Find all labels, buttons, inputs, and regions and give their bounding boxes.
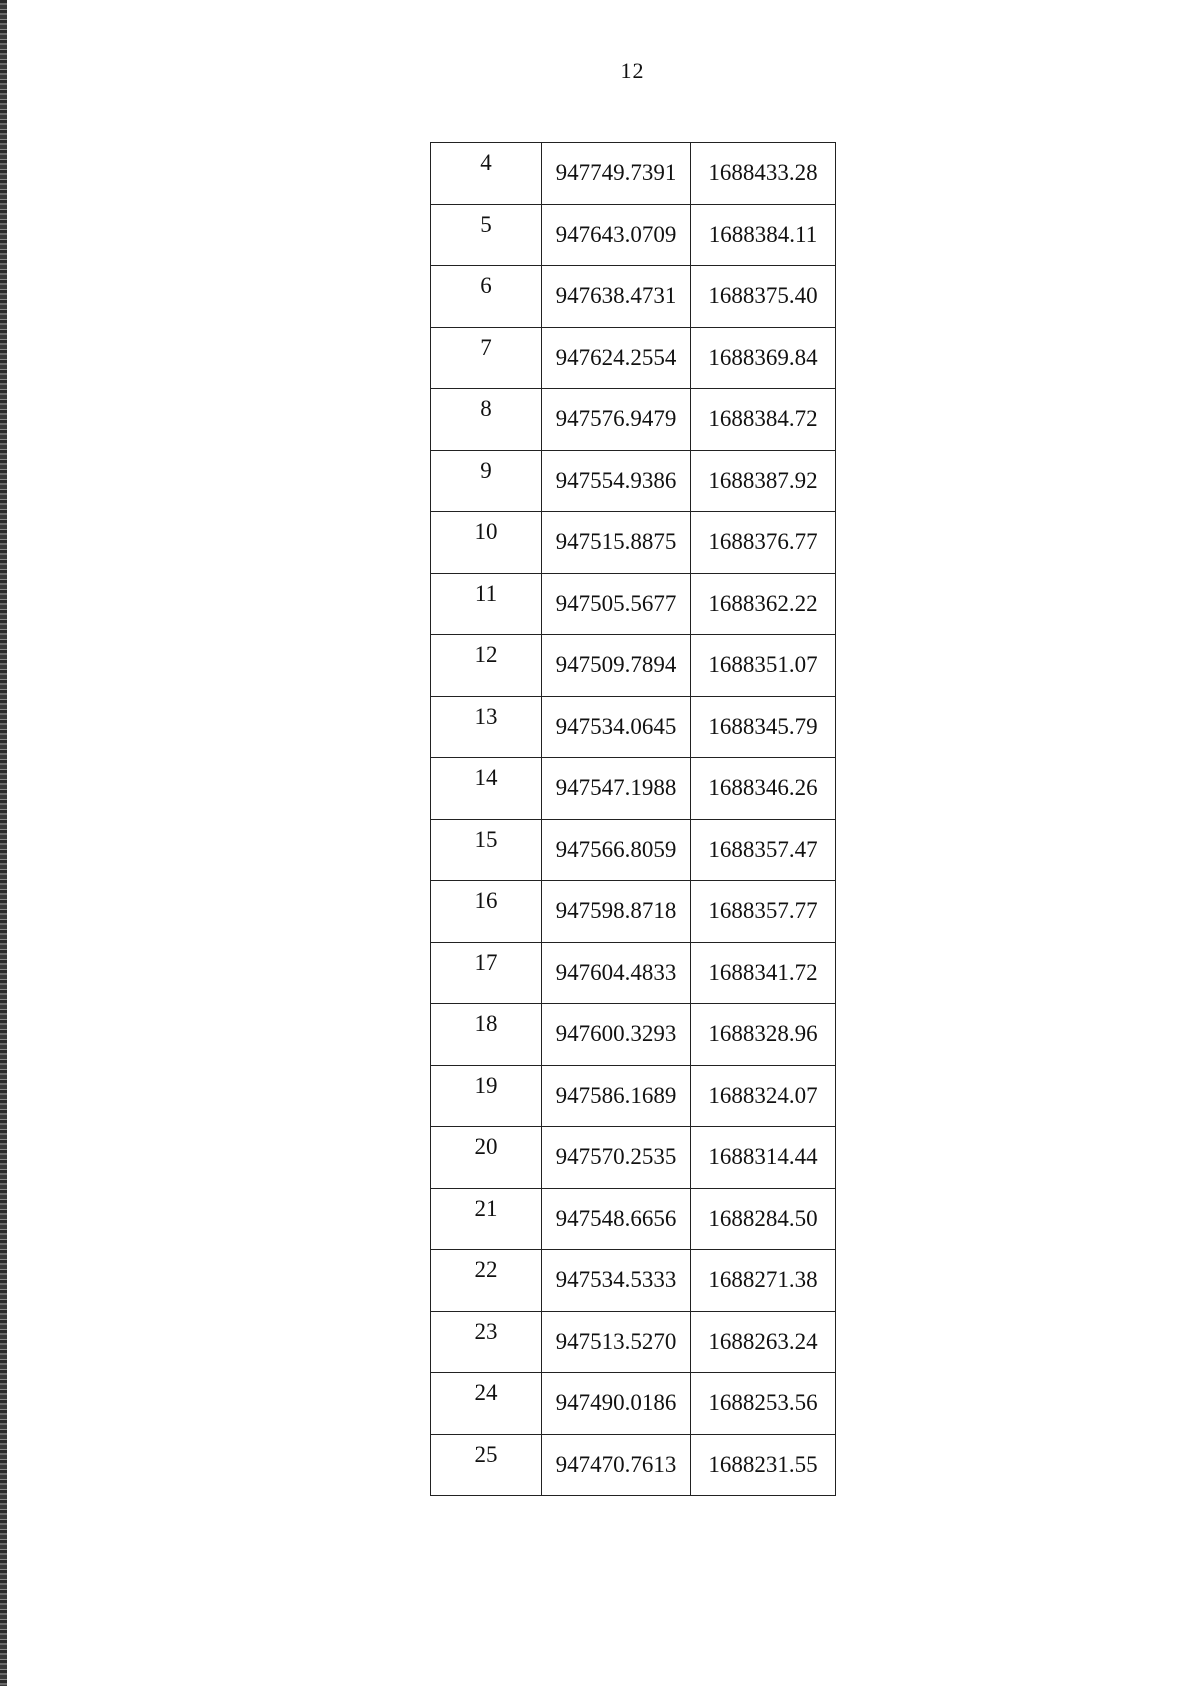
point-number-cell: 18 bbox=[431, 1004, 542, 1066]
table-row bbox=[431, 758, 836, 820]
table-row bbox=[431, 327, 836, 389]
y-coordinate-cell: 1688253.56 bbox=[691, 1373, 836, 1435]
y-coordinate-cell: 1688387.92 bbox=[691, 450, 836, 512]
point-number-cell: 8 bbox=[431, 389, 542, 451]
table-row bbox=[431, 204, 836, 266]
y-coordinate-cell: 1688384.72 bbox=[691, 389, 836, 451]
y-coordinate-cell: 1688284.50 bbox=[691, 1188, 836, 1250]
y-coordinate-cell: 1688369.84 bbox=[691, 327, 836, 389]
table-row bbox=[431, 881, 836, 943]
point-number-cell: 14 bbox=[431, 758, 542, 820]
table-row bbox=[431, 1373, 836, 1435]
page-number: 12 bbox=[620, 58, 645, 83]
x-coordinate-cell: 947570.2535 bbox=[542, 1127, 691, 1189]
y-coordinate-cell: 1688345.79 bbox=[691, 696, 836, 758]
x-coordinate-cell: 947513.5270 bbox=[542, 1311, 691, 1373]
y-coordinate-cell: 1688376.77 bbox=[691, 512, 836, 574]
table-row bbox=[431, 1434, 836, 1496]
table-row bbox=[431, 512, 836, 574]
coordinate-table-body bbox=[431, 143, 836, 1496]
table-row bbox=[431, 635, 836, 697]
table-row bbox=[431, 389, 836, 451]
x-coordinate-cell: 947643.0709 bbox=[542, 204, 691, 266]
y-coordinate-cell: 1688341.72 bbox=[691, 942, 836, 1004]
table-row bbox=[431, 266, 836, 328]
x-coordinate-cell: 947505.5677 bbox=[542, 573, 691, 635]
x-coordinate-cell: 947548.6656 bbox=[542, 1188, 691, 1250]
x-coordinate-cell: 947534.0645 bbox=[542, 696, 691, 758]
point-number-cell: 10 bbox=[431, 512, 542, 574]
x-coordinate-cell: 947554.9386 bbox=[542, 450, 691, 512]
point-number-cell: 12 bbox=[431, 635, 542, 697]
table-row bbox=[431, 573, 836, 635]
table-row bbox=[431, 942, 836, 1004]
x-coordinate-cell: 947534.5333 bbox=[542, 1250, 691, 1312]
y-coordinate-cell: 1688314.44 bbox=[691, 1127, 836, 1189]
table-row bbox=[431, 1250, 836, 1312]
point-number-cell: 16 bbox=[431, 881, 542, 943]
table-row bbox=[431, 696, 836, 758]
table-row bbox=[431, 450, 836, 512]
table-row bbox=[431, 819, 836, 881]
point-number-cell: 24 bbox=[431, 1373, 542, 1435]
x-coordinate-cell: 947576.9479 bbox=[542, 389, 691, 451]
x-coordinate-cell: 947509.7894 bbox=[542, 635, 691, 697]
point-number-cell: 4 bbox=[431, 143, 542, 205]
y-coordinate-cell: 1688346.26 bbox=[691, 758, 836, 820]
scan-edge bbox=[0, 0, 7, 1686]
x-coordinate-cell: 947598.8718 bbox=[542, 881, 691, 943]
y-coordinate-cell: 1688357.47 bbox=[691, 819, 836, 881]
table-row bbox=[431, 1127, 836, 1189]
point-number-cell: 13 bbox=[431, 696, 542, 758]
y-coordinate-cell: 1688357.77 bbox=[691, 881, 836, 943]
point-number-cell: 23 bbox=[431, 1311, 542, 1373]
point-number-cell: 17 bbox=[431, 942, 542, 1004]
point-number-cell: 20 bbox=[431, 1127, 542, 1189]
y-coordinate-cell: 1688362.22 bbox=[691, 573, 836, 635]
y-coordinate-cell: 1688328.96 bbox=[691, 1004, 836, 1066]
x-coordinate-cell: 947586.1689 bbox=[542, 1065, 691, 1127]
point-number-cell: 9 bbox=[431, 450, 542, 512]
y-coordinate-cell: 1688263.24 bbox=[691, 1311, 836, 1373]
x-coordinate-cell: 947470.7613 bbox=[542, 1434, 691, 1496]
x-coordinate-cell: 947566.8059 bbox=[542, 819, 691, 881]
point-number-cell: 19 bbox=[431, 1065, 542, 1127]
table-row bbox=[431, 1065, 836, 1127]
y-coordinate-cell: 1688433.28 bbox=[691, 143, 836, 205]
y-coordinate-cell: 1688375.40 bbox=[691, 266, 836, 328]
coordinate-table bbox=[430, 142, 836, 1496]
y-coordinate-cell: 1688384.11 bbox=[691, 204, 836, 266]
x-coordinate-cell: 947600.3293 bbox=[542, 1004, 691, 1066]
y-coordinate-cell: 1688324.07 bbox=[691, 1065, 836, 1127]
point-number-cell: 5 bbox=[431, 204, 542, 266]
table-row bbox=[431, 1311, 836, 1373]
table-row bbox=[431, 1004, 836, 1066]
point-number-cell: 15 bbox=[431, 819, 542, 881]
table-row bbox=[431, 1188, 836, 1250]
point-number-cell: 11 bbox=[431, 573, 542, 635]
x-coordinate-cell: 947604.4833 bbox=[542, 942, 691, 1004]
y-coordinate-cell: 1688231.55 bbox=[691, 1434, 836, 1496]
x-coordinate-cell: 947490.0186 bbox=[542, 1373, 691, 1435]
table-row bbox=[431, 143, 836, 205]
point-number-cell: 25 bbox=[431, 1434, 542, 1496]
x-coordinate-cell: 947638.4731 bbox=[542, 266, 691, 328]
y-coordinate-cell: 1688351.07 bbox=[691, 635, 836, 697]
x-coordinate-cell: 947515.8875 bbox=[542, 512, 691, 574]
point-number-cell: 22 bbox=[431, 1250, 542, 1312]
point-number-cell: 7 bbox=[431, 327, 542, 389]
y-coordinate-cell: 1688271.38 bbox=[691, 1250, 836, 1312]
x-coordinate-cell: 947749.7391 bbox=[542, 143, 691, 205]
x-coordinate-cell: 947624.2554 bbox=[542, 327, 691, 389]
point-number-cell: 21 bbox=[431, 1188, 542, 1250]
x-coordinate-cell: 947547.1988 bbox=[542, 758, 691, 820]
point-number-cell: 6 bbox=[431, 266, 542, 328]
